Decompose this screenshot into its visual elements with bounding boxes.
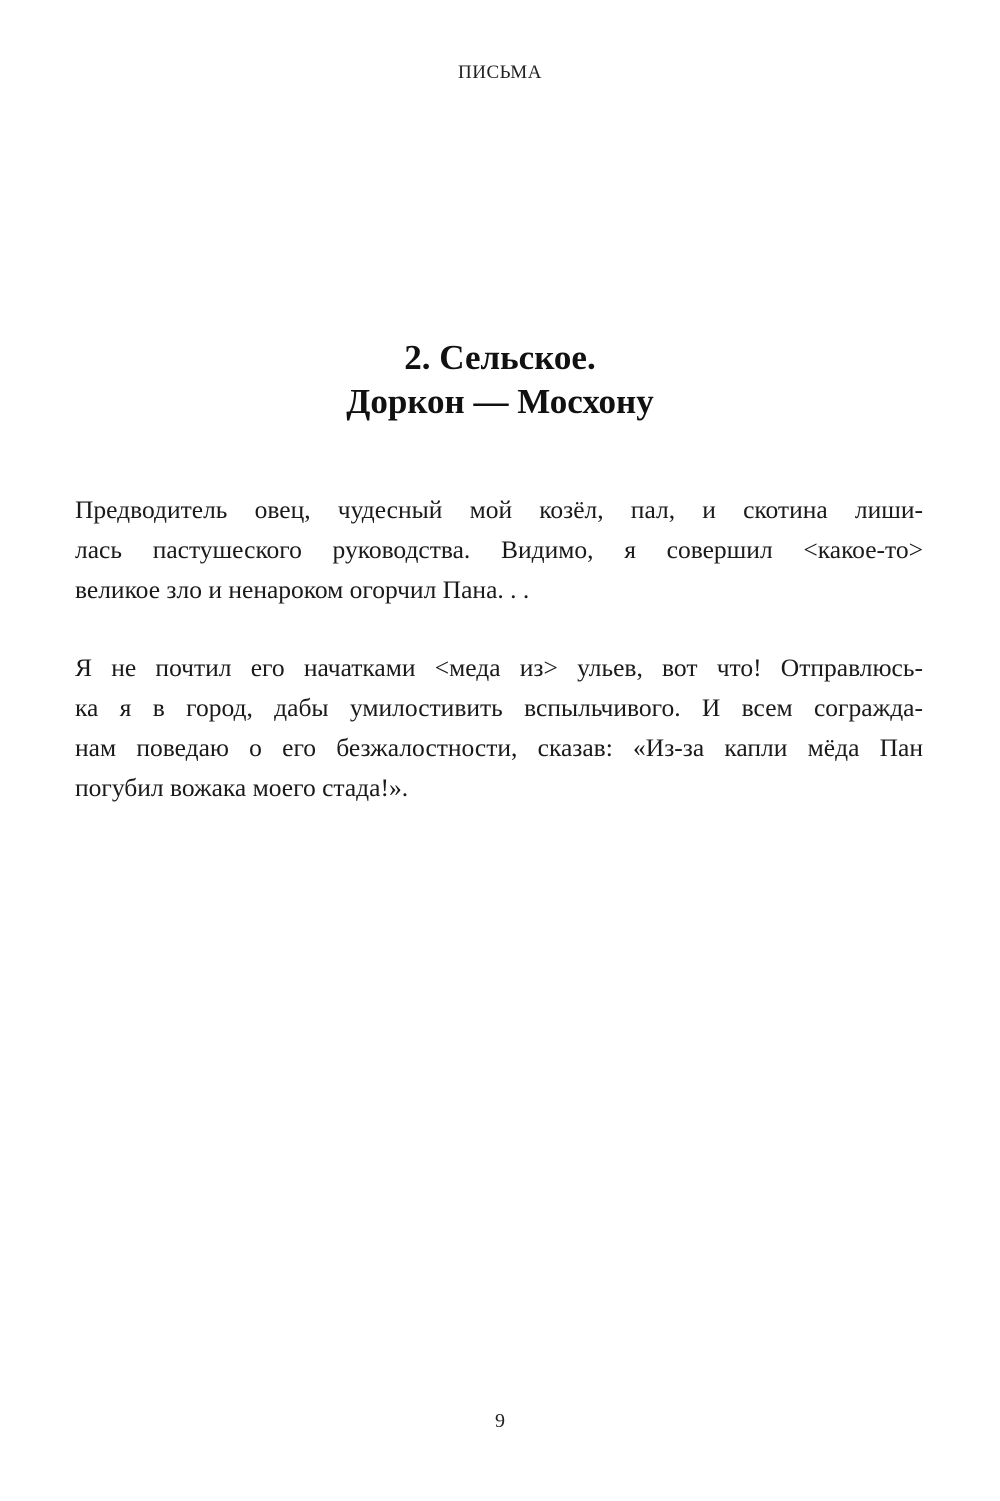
paragraph-line: ка я в город, дабы умилостивить вспыльчивого. И всем сограждa- <box>75 693 923 722</box>
paragraph-line: Предводитель овец, чудесный мой козёл, пал, и скотина лиши- <box>75 495 923 524</box>
paragraph-line: нам поведаю о его безжалостности, сказав: «Из-за капли мёда Пан <box>75 733 923 762</box>
paragraph-2 <box>75 648 923 808</box>
chapter-heading <box>0 336 1000 424</box>
paragraph-line: Я не почтил его начатками <меда из> ульев, вот что! Отправлюсь- <box>75 653 923 682</box>
running-head: ПИСЬМА <box>458 62 542 83</box>
paragraph-1 <box>75 490 923 610</box>
page-number: 9 <box>495 1410 505 1432</box>
chapter-title-line-2: Доркон — Мосхону <box>346 382 654 421</box>
paragraph-line: погубил вожака моего стада!». <box>75 773 409 802</box>
chapter-title-line-1: 2. Сельское. <box>404 338 596 377</box>
paragraph-line: великое зло и ненароком огорчил Пана. . . <box>75 575 530 604</box>
paragraph-line: лась пастушеского руководства. Видимо, я совершил <какое-то> <box>75 535 923 564</box>
